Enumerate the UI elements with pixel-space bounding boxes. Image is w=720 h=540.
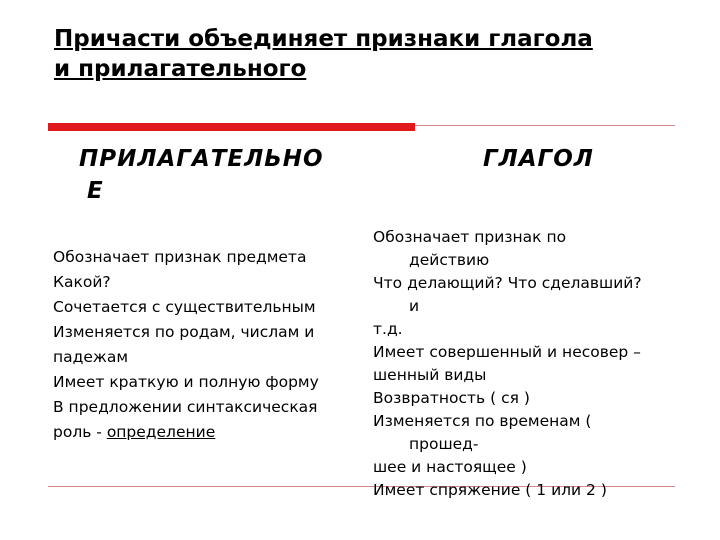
list-item: Сочетается с существительным (53, 298, 316, 316)
adjective-heading (79, 143, 359, 207)
adjective-features-list (53, 245, 353, 445)
list-item: Имеет краткую и полную форму (53, 373, 319, 391)
role-prefix: роль - (53, 423, 107, 441)
adjective-heading-line-1: ПРИЛАГАТЕЛЬНО (79, 146, 324, 172)
list-item: Изменяется по родам, числам и (53, 323, 315, 341)
list-item: падежам (53, 348, 129, 366)
adjective-heading-line-2: Е (87, 178, 104, 204)
list-item: шенный виды (373, 366, 487, 384)
list-item: действию (409, 251, 490, 269)
slide-title (54, 24, 694, 84)
verb-heading: ГЛАГОЛ (483, 146, 594, 172)
list-item: Возвратность ( ся ) (373, 389, 530, 407)
top-thin-divider (415, 125, 675, 126)
list-item: В предложении синтаксическая (53, 398, 318, 416)
list-item: т.д. (373, 320, 403, 338)
list-item: прошед- (409, 435, 479, 453)
verb-features-list (373, 226, 683, 502)
list-item: Изменяется по временам ( (373, 412, 592, 430)
red-divider (48, 123, 415, 131)
list-item: Имеет спряжение ( 1 или 2 ) (373, 481, 607, 499)
slide-title-line-2: и прилагательного (54, 56, 307, 82)
list-item: и (409, 297, 420, 315)
definition-word: определение (106, 423, 216, 441)
list-item: Какой? (53, 273, 111, 291)
list-item: Обозначает признак по (373, 228, 567, 246)
list-item: Обозначает признак предмета (53, 248, 307, 266)
list-item (53, 420, 353, 445)
list-item: шее и настоящее ) (373, 458, 527, 476)
list-item: Что делающий? Что сделавший? (373, 274, 642, 292)
slide-title-line-1: Причасти объединяет признаки глагола (54, 26, 593, 52)
list-item: Имеет совершенный и несовер – (373, 343, 641, 361)
